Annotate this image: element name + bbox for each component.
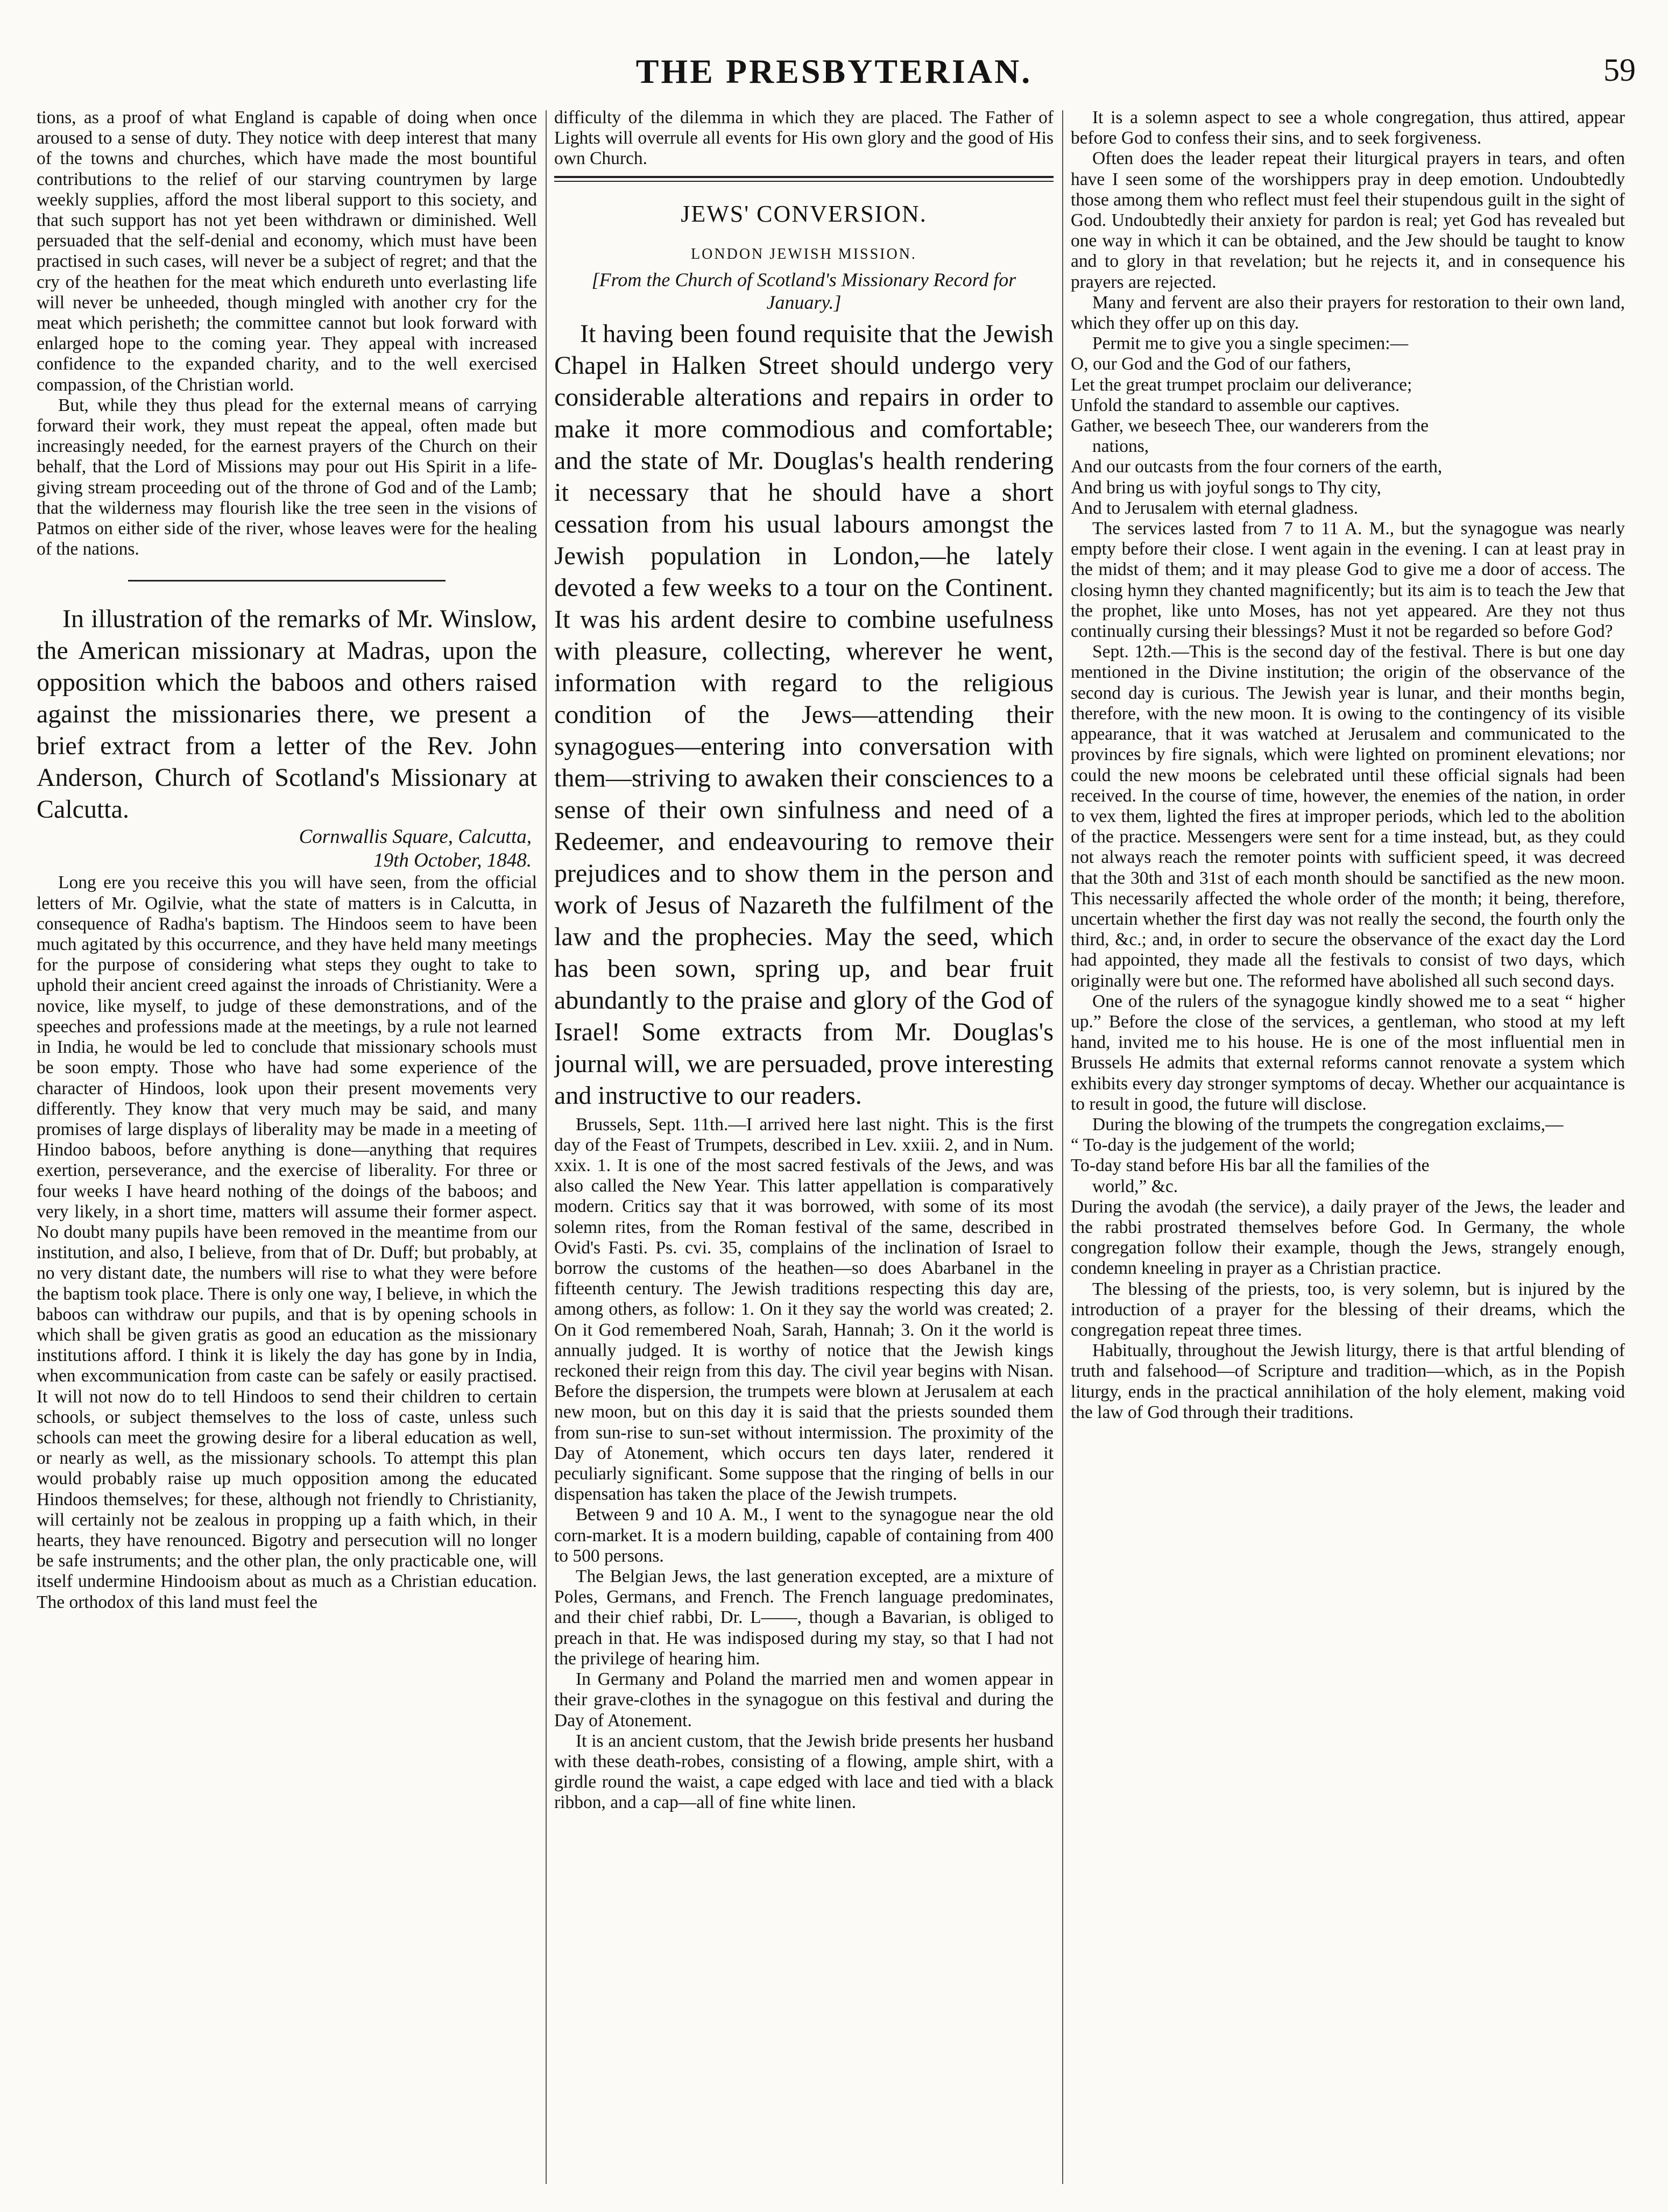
paragraph: Permit me to give you a single specimen:— xyxy=(1092,334,1409,354)
section-title: JEWS' CONVERSION. xyxy=(681,200,927,227)
dateline-place: Cornwallis Square, Calcutta, xyxy=(299,826,532,848)
paragraph: Brussels, Sept. 11th.—I arrived here last night. This is the first day of the Feast of Trumpets, described in Lev. xxiii. 2, and in Num. xxix. 1. It is one of the most sacred festivals of the Jews, and was also called the New Year. This latter appellation is comparatively modern. Critics say that it was borrowed, with some of its most solemn rites, from the Roman festival of the same, described in Ovid's Fasti. Ps. cvi. 35, complains of the inclination of Israel to borrow the customs of the heathen—so does Abarbanel in the fifteenth century. The Jewish traditions respecting this day are, among others, as follow: 1. On it they say the world was created; 2. On it God remembered Noah, Sarah, Hannah; 3. On it the world is annually judged. It is worthy of notice that the Jewish kings reckoned their reign from this day. The civil year begins with Nisan. Before the dispersion, the trumpets were blown at Jerusalem at each new moon, but on this day it is said that the priests sounded them from sun-rise to sun-set without intermission. The proximity of the Day of Atonement, which occurs ten days later, rendered it peculiarly significant. Some suppose that the ringing of bells in our dispensation has taken the place of the Jewish trumpets. xyxy=(554,1114,1054,1505)
paragraph: The Belgian Jews, the last generation excepted, are a mixture of Poles, Germans, and French. The French language predominates, and their chief rabbi, Dr. L——, though a Bavarian, is obliged to preach in that. He was indisposed during my stay, so that I had not the privilege of hearing him. xyxy=(554,1566,1054,1669)
paragraph: Sept. 12th.—This is the second day of the festival. There is but one day mentioned in the Divine institution; the origin of the observance of the second day is curious. The Jewish year is lunar, and their months begin, therefore, with the new moon. It is owing to the contingency of its visible appearance, that it was watched at Jerusalem and communicated to the provinces by fire signals, which were lighted on prominent elevations; nor could the new moons be celebrated until these official signals had been received. In the course of time, however, the enemies of the nation, in order to vex them, lighted the fires at improper periods, which led to the abolition of the practice. Messengers were sent for a time instead, but, as they could not always reach the remoter points with sufficient speed, it was decreed that the 30th and 31st of each month should be sanctified as the new moon. This necessarily affected the whole order of the month; it being, therefore, uncertain whether the first day was not really the second, the fourth only the third, &c.; and, in order to secure the observance of the exact day the Lord had appointed, they made all the festivals to consist of two days, which originally were but one. The reformed have abolished all such second days. xyxy=(1071,642,1625,991)
prayer-line: Let the great trumpet proclaim our deliverance; xyxy=(1071,374,1412,395)
paragraph: The services lasted from 7 to 11 A. M., but the synagogue was nearly empty before their close. I went again in the evening. I can at least pray in the midst of them; and it may please God to give me a door of access. The closing hymn they chanted magnificently; but its aim is to teach the Jew that the prophet, like unto Moses, has not yet appeared. Are they not thus continually cursing their blessings? Must it not be regarded so before God? xyxy=(1071,519,1625,642)
column-2 xyxy=(554,108,1054,2195)
prayer-line: And bring us with joyful songs to Thy city, xyxy=(1071,477,1381,498)
prayer-line: O, our God and the God of our fathers, xyxy=(1071,354,1351,374)
prayer-line: Unfold the standard to assemble our captives. xyxy=(1071,395,1400,415)
prayer-line: Gather, we beseech Thee, our wanderers from the xyxy=(1071,416,1429,436)
paragraph: During the avodah (the service), a daily prayer of the Jews, the leader and the rabbi prostrated themselves before God. In Germany, the whole congregation follow their example, though the Jews, strangely enough, condemn kneeling in prayer as a Christian practice. xyxy=(1071,1196,1625,1279)
prayer-line: nations, xyxy=(1092,436,1149,457)
article-source: [From the Church of Scotland's Missionary Record for January.] xyxy=(591,268,1016,313)
lead-paragraph: It having been found requisite that the Jewish Chapel in Halken Street should undergo very considerable alterations and repairs in order to make it more commodious and comfortable; and the state of Mr. Douglas's health rendering it necessary that he should have a short cessation from his usual labours amongst the Jewish population in London,—he lately devoted a few weeks to a tour on the Continent. It was his ardent desire to combine usefulness with pleasure, collecting, wherever he went, information with regard to the religious condition of the Jews—attending their synagogues—entering into conversation with them—striving to awaken their consciences to a sense of their own sinfulness and need of a Redeemer, and endeavouring to remove their prejudices and to show them in the person and work of Jesus of Nazareth the fulfilment of the law and the prophecies. May the seed, which has been sown, spring up, and bear fruit abundantly to the praise and glory of the God of Israel! Some extracts from Mr. Douglas's journal will, we are persuaded, prove interesting and instructive to our readers. xyxy=(554,319,1054,1110)
paragraph: difficulty of the dilemma in which they are placed. The Father of Lights will overrule all events for His own glory and the good of His own Church. xyxy=(554,108,1054,169)
paragraph: During the blowing of the trumpets the congregation exclaims,— xyxy=(1092,1114,1564,1135)
column-rule-right xyxy=(1062,110,1063,2184)
paragraph: One of the rulers of the synagogue kindly showed me to a seat “ higher up.” Before the close of the services, a gentleman, who stood at my left hand, invited me to his house. He is one of the most influential men in Brussels He admits that external reforms cannot renovate a system which exhibits every day stronger symptoms of decay. Whether our acquaintance is to result in good, the future will disclose. xyxy=(1071,991,1625,1114)
article-subtitle: LONDON JEWISH MISSION. xyxy=(691,245,917,263)
paragraph: tions, as a proof of what England is capable of doing when once aroused to a sense of duty. They notice with deep interest that many of the towns and churches, which have made the most bountiful contributions to the relief of our starving countrymen by large weekly supplies, afford the most liberal support to this society, and that such support has not yet been withdrawn or diminished. Well persuaded that the self-denial and economy, which must have been practised in such cases, will never be a subject of regret; and that the cry of the heathen for the meat which endureth unto everlasting life will never be unheeded, though mingled with another cry for the meat which perisheth; the committee cannot but look forward with enlarged hope to the coming year. They appeal with increased confidence to the expanded charity, and to the well exercised compassion, of the Christian world. xyxy=(37,108,537,395)
paragraph: Often does the leader repeat their liturgical prayers in tears, and often have I seen some of the worshippers pray in deep emotion. Undoubtedly those among them who reflect must feel their stupendous guilt in the sight of God. Undoubtedly their anxiety for pardon is real; yet God has revealed but one way in which it can be obtained, and the Jew should be taught to know and to glory in that revelation; but he rejects it, and in consequence his prayers are rejected. xyxy=(1071,148,1625,292)
prayer-line: And to Jerusalem with eternal gladness. xyxy=(1071,498,1359,518)
dateline xyxy=(37,825,537,873)
page-number: 59 xyxy=(1603,52,1636,88)
letter-text: Long ere you receive this you will have seen, from the official letters of Mr. Ogilvie, what the state of matters is in Calcutta, in consequence of Radha's baptism. The Hindoos seem to have been much agitated by this occurrence, and they have held many meetings for the purpose of considering what steps they ought to take to uphold their ancient creed against the inroads of Christianity. Were a novice, like myself, to judge of these demonstrations, and of the speeches and professions made at the meetings, by a rule not learned in India, he would be led to conclude that missionary schools must be soon empty. Those who have had some experience of the character of Hindoos, look upon their present movements very differently. They know that very much may be said, and many promises of large displays of liberality may be made in a meeting of Hindoo baboos, before anything is done—anything that requires exertion, perseverance, and the exercise of liberality. For three or four weeks I have heard nothing of the doings of the baboos; and very likely, in a short time, matters will assume their former aspect. No doubt many pupils have been removed in the meantime from our institution, and also, I believe, from that of Dr. Duff; but probably, at no very distant date, the numbers will rise to what they were before the baptism took place. There is only one way, I believe, in which the baboos can withdraw our pupils, and that is by opening schools in which shall be given gratis as good an education as the missionary institutions afford. I think it is likely the day has gone by in India, when excommunication from caste can be safely or easily practised. It will not now do to tell Hindoos to send their children to certain schools, or subject themselves to the loss of caste, unless such schools can meet the growing desire for a liberal education as well, or nearly as well, as the missionary schools. To attempt this plan would probably raise up much opposition among the educated Hindoos themselves; for these, although not friendly to Christianity, will certainly not be zealous in propping up a faith which, in their hearts, they have renounced. Bigotry and persecution will no longer be safe instruments; and the other plan, the only practicable one, will itself undermine Hindooism about as much as a Christian education. The orthodox of this land must feel the xyxy=(37,873,537,1612)
paragraph: It is a solemn aspect to see a whole congregation, thus attired, appear before God to confess their sins, and to seek forgiveness. xyxy=(1071,108,1625,148)
paragraph: Between 9 and 10 A. M., I went to the synagogue near the old corn-market. It is a modern building, capable of containing from 400 to 500 persons. xyxy=(554,1505,1054,1566)
column-1 xyxy=(37,108,537,2195)
column-3 xyxy=(1071,108,1625,2195)
page-header xyxy=(32,52,1636,95)
exclamation-line: “ To-day is the judgement of the world; xyxy=(1071,1135,1355,1155)
paragraph: Habitually, throughout the Jewish liturgy, there is that artful blending of truth and falsehood—of Scripture and tradition—which, as in the Popish liturgy, ends in the practical annihilation of the holy element, making void the law of God through their traditions. xyxy=(1071,1341,1625,1422)
intro-paragraph: In illustration of the remarks of Mr. Winslow, the American missionary at Madras, upon the opposition which the baboos and others raised against the missionaries there, we present a brief extract from a letter of the Rev. John Anderson, Church of Scotland's Missionary at Calcutta. xyxy=(37,605,537,824)
section-separator xyxy=(128,580,446,582)
exclamation-line: To-day stand before His bar all the families of the xyxy=(1071,1155,1430,1176)
paragraph: In Germany and Poland the married men and women appear in their grave-clothes in the synagogue on this festival and during the Day of Atonement. xyxy=(554,1669,1054,1731)
paragraph: But, while they thus plead for the external means of carrying forward their work, they must repeat the appeal, often made but increasingly needed, for the earnest prayers of the Church on their behalf, that the Lord of Missions may pour out His Spirit in a life-giving stream proceeding out of the throne of God and of the Lamb; that the wilderness may flourish like the tree seen in the visions of Patmos on either side of the river, whose leaves were for the healing of the nations. xyxy=(37,395,537,559)
paragraph: The blessing of the priests, too, is very solemn, but is injured by the introduction of a prayer for the blessing of their dreams, which the congregation repeat three times. xyxy=(1071,1279,1625,1340)
prayer-line: And our outcasts from the four corners of the earth, xyxy=(1071,457,1443,477)
dateline-date: 19th October, 1848. xyxy=(373,849,532,872)
exclamation-line: world,” &c. xyxy=(1092,1176,1178,1196)
journal-title: THE PRESBYTERIAN. xyxy=(635,52,1033,90)
section-double-rule xyxy=(554,176,1054,182)
paragraph: Many and fervent are also their prayers for restoration to their own land, which they offer up on this day. xyxy=(1071,292,1625,334)
column-rule-left xyxy=(546,110,547,2184)
paragraph: It is an ancient custom, that the Jewish bride presents her husband with these death-robes, consisting of a flowing, ample shirt, with a girdle round the waist, a cape edged with lace and tied with a black ribbon, and a cap—all of fine white linen. xyxy=(554,1731,1054,1813)
